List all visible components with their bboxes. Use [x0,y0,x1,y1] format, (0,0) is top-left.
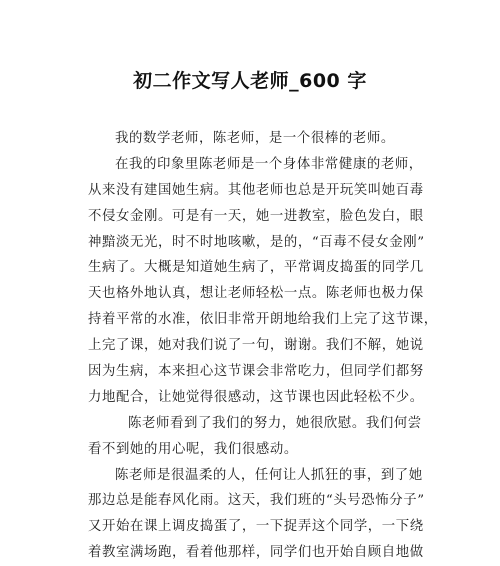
document-title: 初二作文写人老师_600 字 [133,70,367,92]
text-line: 不侵女金刚。可是有一天，她一进教室，脸色发白，眼 [88,208,424,224]
text-line: 陈老师看到了我们的努力，她很欣慰。我们何尝 [128,415,422,431]
text-line: 着教室满场跑，看着他那样，同学们也开始自顾自地做 [88,545,424,561]
text-line: 神黯淡无光，时不时地咳嗽，是的，“百毒不侵女金刚” [88,234,425,250]
text-line: 我的数学老师，陈老师，是一个很棒的老师。 [115,131,395,146]
text-line: 那边总是能春风化雨。这天，我们班的“头号恐怖分子” [88,493,425,509]
text-line: 力地配合，让她觉得很感动，这节课也因此轻松不少。 [88,389,424,405]
text-line: 看不到她的用心呢，我们很感动。 [88,441,298,457]
text-line: 从来没有建国她生病。其他老师也总是开玩笑叫她百毒 [88,182,424,198]
text-line: 上完了课，她对我们说了一句，谢谢。我们不解，她说 [88,338,424,354]
text-line: 天也格外地认真，想让老师轻松一点。陈老师也极力保 [88,286,424,302]
document-body [88,126,438,566]
text-line: 在我的印象里陈老师是一个身体非常健康的老师， [115,156,423,172]
text-line: 持着平常的水准，依旧非常开朗地给我们上完了这节课， [88,312,438,328]
text-line: 又开始在课上调皮捣蛋了，一下捉弄这个同学，一下绕 [88,519,424,535]
text-line: 陈老师是很温柔的人，任何让人抓狂的事，到了她 [115,467,423,483]
text-line: 因为生病，本来担心这节课会非常吃力，但同学们都努 [88,364,424,380]
text-line: 生病了。大概是知道她生病了，平常调皮捣蛋的同学几 [88,260,424,276]
